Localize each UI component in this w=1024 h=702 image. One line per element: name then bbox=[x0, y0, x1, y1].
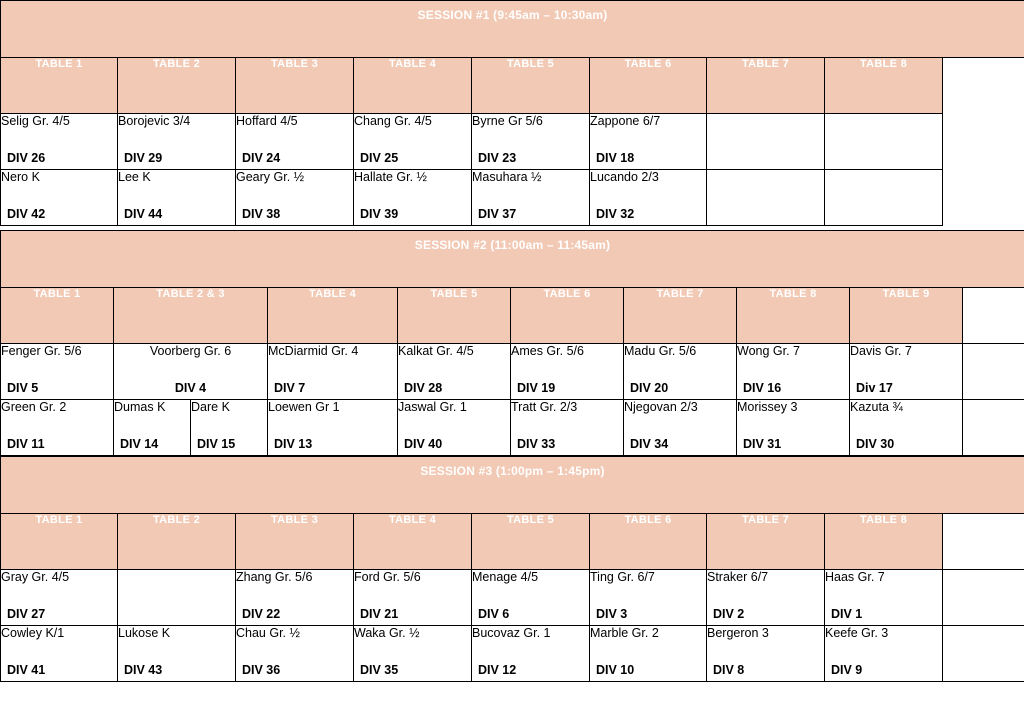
schedule-cell bbox=[624, 400, 737, 456]
table-row bbox=[1, 114, 1024, 170]
class-name: McDiarmid Gr. 4 bbox=[268, 344, 359, 358]
table-header-8: TABLE 8 bbox=[825, 514, 943, 570]
schedule-cell bbox=[354, 114, 472, 170]
schedule-cell-empty bbox=[118, 570, 236, 626]
table-header-1: TABLE 1 bbox=[1, 288, 114, 344]
class-name: Cowley K/1 bbox=[1, 626, 65, 640]
division-label: DIV 12 bbox=[478, 663, 517, 677]
schedule-cell bbox=[737, 344, 850, 400]
schedule-cell bbox=[511, 344, 624, 400]
schedule-cell bbox=[1, 626, 118, 682]
session-2-banner: SESSION #2 (11:00am – 11:45am) bbox=[1, 231, 1024, 259]
class-name: Madu Gr. 5/6 bbox=[624, 344, 697, 358]
class-name: Hoffard 4/5 bbox=[236, 114, 298, 128]
schedule-cell-empty bbox=[963, 344, 1024, 400]
class-name: Waka Gr. ½ bbox=[354, 626, 420, 640]
schedule-cell bbox=[1, 570, 118, 626]
schedule-cell bbox=[354, 626, 472, 682]
schedule-cell bbox=[354, 570, 472, 626]
session-2-header-row bbox=[1, 288, 1024, 344]
schedule-cell bbox=[850, 344, 963, 400]
class-name: Ames Gr. 5/6 bbox=[511, 344, 584, 358]
schedule-cell bbox=[825, 570, 943, 626]
division-label: DIV 9 bbox=[831, 663, 863, 677]
table-row bbox=[1, 170, 1024, 226]
schedule-cell bbox=[268, 400, 398, 456]
schedule-cell bbox=[825, 626, 943, 682]
table-header-7: TABLE 7 bbox=[707, 514, 825, 570]
class-name: Wong Gr. 7 bbox=[737, 344, 800, 358]
class-name: Kazuta ¾ bbox=[850, 400, 903, 414]
schedule-cell bbox=[1, 114, 118, 170]
schedule-cell bbox=[624, 344, 737, 400]
division-label: DIV 6 bbox=[478, 607, 510, 621]
session-1-banner-row bbox=[1, 1, 1024, 58]
table-header-8: TABLE 8 bbox=[737, 288, 850, 344]
division-label: DIV 25 bbox=[360, 151, 399, 165]
session-1-table bbox=[0, 0, 1024, 226]
table-header-2: TABLE 2 bbox=[118, 58, 236, 114]
division-label: DIV 21 bbox=[360, 607, 399, 621]
table-header-9: TABLE 9 bbox=[850, 288, 963, 344]
table-header-1: TABLE 1 bbox=[1, 58, 118, 114]
class-name: Davis Gr. 7 bbox=[850, 344, 912, 358]
schedule-cell bbox=[472, 570, 590, 626]
division-label: DIV 2 bbox=[713, 607, 745, 621]
division-label: DIV 16 bbox=[743, 381, 782, 395]
session-banner-cell bbox=[1, 457, 1024, 514]
header-spacer bbox=[963, 288, 1024, 344]
session-1-header-row bbox=[1, 58, 1024, 114]
table-header-4: TABLE 4 bbox=[268, 288, 398, 344]
session-3-banner-row bbox=[1, 457, 1024, 514]
class-name: Morissey 3 bbox=[737, 400, 798, 414]
session-2-banner-row bbox=[1, 231, 1024, 288]
class-name: Green Gr. 2 bbox=[1, 400, 67, 414]
class-name: Kalkat Gr. 4/5 bbox=[398, 344, 474, 358]
session-3-banner: SESSION #3 (1:00pm – 1:45pm) bbox=[1, 457, 1024, 485]
class-name: Lucando 2/3 bbox=[590, 170, 659, 184]
division-label: DIV 22 bbox=[242, 607, 281, 621]
division-label: DIV 13 bbox=[274, 437, 313, 451]
division-label: DIV 44 bbox=[124, 207, 163, 221]
division-label: DIV 8 bbox=[713, 663, 745, 677]
class-name: Chau Gr. ½ bbox=[236, 626, 300, 640]
division-label: DIV 10 bbox=[596, 663, 635, 677]
schedule-cell bbox=[236, 570, 354, 626]
schedule-cell bbox=[590, 570, 707, 626]
table-header-7: TABLE 7 bbox=[624, 288, 737, 344]
schedule-cell bbox=[590, 114, 707, 170]
class-name: Ford Gr. 5/6 bbox=[354, 570, 421, 584]
table-header-4: TABLE 4 bbox=[354, 514, 472, 570]
schedule-cell bbox=[114, 344, 268, 400]
row-spacer bbox=[943, 114, 1024, 170]
division-label: DIV 14 bbox=[120, 437, 159, 451]
table-header-3: TABLE 3 bbox=[236, 58, 354, 114]
header-spacer bbox=[943, 514, 1024, 570]
class-name: Bucovaz Gr. 1 bbox=[472, 626, 551, 640]
division-label: DIV 37 bbox=[478, 207, 517, 221]
division-label: DIV 30 bbox=[856, 437, 895, 451]
division-label: DIV 24 bbox=[242, 151, 281, 165]
division-label: Div 17 bbox=[856, 381, 893, 395]
class-name: Masuhara ½ bbox=[472, 170, 542, 184]
schedule-cell bbox=[398, 400, 511, 456]
class-name: Byrne Gr 5/6 bbox=[472, 114, 543, 128]
schedule-cell-empty bbox=[825, 114, 943, 170]
table-row bbox=[1, 344, 1024, 400]
schedule-cell bbox=[1, 170, 118, 226]
division-label: DIV 40 bbox=[404, 437, 443, 451]
session-2-banner-pad bbox=[1, 259, 1024, 287]
class-name: Lee K bbox=[118, 170, 151, 184]
table-header-8: TABLE 8 bbox=[825, 58, 943, 114]
session-3-banner-pad bbox=[1, 485, 1024, 513]
table-header-5: TABLE 5 bbox=[398, 288, 511, 344]
division-label: DIV 28 bbox=[404, 381, 443, 395]
division-label: DIV 15 bbox=[197, 437, 236, 451]
division-label: DIV 3 bbox=[596, 607, 628, 621]
schedule-cell-empty bbox=[707, 114, 825, 170]
table-header-7: TABLE 7 bbox=[707, 58, 825, 114]
session-2-table bbox=[0, 230, 1024, 456]
schedule-cell bbox=[236, 170, 354, 226]
class-name: Zappone 6/7 bbox=[590, 114, 661, 128]
schedule-cell bbox=[472, 626, 590, 682]
header-spacer bbox=[943, 58, 1024, 114]
class-name: Hallate Gr. ½ bbox=[354, 170, 427, 184]
division-label: DIV 1 bbox=[831, 607, 863, 621]
table-header-5: TABLE 5 bbox=[472, 514, 590, 570]
class-name: Ting Gr. 6/7 bbox=[590, 570, 655, 584]
schedule-cell bbox=[590, 626, 707, 682]
schedule-cell bbox=[191, 400, 268, 456]
class-name: Zhang Gr. 5/6 bbox=[236, 570, 313, 584]
division-label: DIV 39 bbox=[360, 207, 399, 221]
division-label: DIV 36 bbox=[242, 663, 281, 677]
schedule-cell bbox=[114, 400, 191, 456]
class-name: Keefe Gr. 3 bbox=[825, 626, 889, 640]
schedule-cell bbox=[398, 344, 511, 400]
division-label: DIV 33 bbox=[517, 437, 556, 451]
table-header-2: TABLE 2 bbox=[118, 514, 236, 570]
division-label: DIV 32 bbox=[596, 207, 635, 221]
schedule-cell bbox=[511, 400, 624, 456]
table-row bbox=[1, 626, 1024, 682]
schedule-cell bbox=[268, 344, 398, 400]
schedule-cell bbox=[590, 170, 707, 226]
table-header-6: TABLE 6 bbox=[590, 58, 707, 114]
division-label: DIV 41 bbox=[7, 663, 46, 677]
schedule-cell bbox=[707, 570, 825, 626]
schedule-cell bbox=[707, 626, 825, 682]
schedule-cell-empty bbox=[963, 400, 1024, 456]
division-label: DIV 31 bbox=[743, 437, 782, 451]
division-label: DIV 18 bbox=[596, 151, 635, 165]
division-label: DIV 19 bbox=[517, 381, 556, 395]
class-name: Bergeron 3 bbox=[707, 626, 769, 640]
class-name: Selig Gr. 4/5 bbox=[1, 114, 70, 128]
division-label: DIV 42 bbox=[7, 207, 46, 221]
schedule-cell bbox=[236, 114, 354, 170]
table-row bbox=[1, 570, 1024, 626]
schedule-cell bbox=[354, 170, 472, 226]
table-header-6: TABLE 6 bbox=[590, 514, 707, 570]
table-header-3: TABLE 3 bbox=[236, 514, 354, 570]
table-header-2-3: TABLE 2 & 3 bbox=[114, 288, 268, 344]
class-name: Voorberg Gr. 6 bbox=[149, 344, 232, 358]
division-label: DIV 11 bbox=[7, 437, 45, 451]
table-header-6: TABLE 6 bbox=[511, 288, 624, 344]
table-header-4: TABLE 4 bbox=[354, 58, 472, 114]
schedule-cell bbox=[118, 626, 236, 682]
class-name: Chang Gr. 4/5 bbox=[354, 114, 432, 128]
class-name: Fenger Gr. 5/6 bbox=[1, 344, 82, 358]
division-label: DIV 23 bbox=[478, 151, 517, 165]
row-spacer bbox=[943, 170, 1024, 226]
session-banner-cell bbox=[1, 1, 1024, 58]
division-label: DIV 27 bbox=[7, 607, 46, 621]
division-label: DIV 7 bbox=[274, 381, 306, 395]
schedule-cell bbox=[1, 400, 114, 456]
class-name: Geary Gr. ½ bbox=[236, 170, 305, 184]
class-name: Tratt Gr. 2/3 bbox=[511, 400, 578, 414]
class-name: Njegovan 2/3 bbox=[624, 400, 698, 414]
table-header-1: TABLE 1 bbox=[1, 514, 118, 570]
session-3-header-row bbox=[1, 514, 1024, 570]
session-banner-cell bbox=[1, 231, 1024, 288]
class-name: Haas Gr. 7 bbox=[825, 570, 885, 584]
division-label: DIV 5 bbox=[7, 381, 39, 395]
division-label: DIV 20 bbox=[630, 381, 669, 395]
table-header-5: TABLE 5 bbox=[472, 58, 590, 114]
schedule-cell bbox=[472, 114, 590, 170]
class-name: Nero K bbox=[1, 170, 40, 184]
class-name: Straker 6/7 bbox=[707, 570, 769, 584]
division-label: DIV 4 bbox=[174, 381, 207, 395]
schedule-cell bbox=[472, 170, 590, 226]
class-name: Dumas K bbox=[114, 400, 166, 414]
schedule-cell bbox=[118, 170, 236, 226]
session-1-banner: SESSION #1 (9:45am – 10:30am) bbox=[1, 1, 1024, 29]
schedule-cell-empty bbox=[943, 626, 1024, 682]
schedule-cell-empty bbox=[707, 170, 825, 226]
class-name: Jaswal Gr. 1 bbox=[398, 400, 467, 414]
class-name: Lukose K bbox=[118, 626, 171, 640]
division-label: DIV 26 bbox=[7, 151, 46, 165]
division-label: DIV 35 bbox=[360, 663, 399, 677]
division-label: DIV 34 bbox=[630, 437, 669, 451]
class-name: Borojevic 3/4 bbox=[118, 114, 191, 128]
schedule-cell bbox=[737, 400, 850, 456]
table-row bbox=[1, 400, 1024, 456]
division-label: DIV 43 bbox=[124, 663, 163, 677]
class-name: Gray Gr. 4/5 bbox=[1, 570, 70, 584]
session-3-table bbox=[0, 456, 1024, 682]
schedule-cell-empty bbox=[825, 170, 943, 226]
class-name: Dare K bbox=[191, 400, 230, 414]
schedule-cell bbox=[850, 400, 963, 456]
division-label: DIV 38 bbox=[242, 207, 281, 221]
class-name: Marble Gr. 2 bbox=[590, 626, 659, 640]
schedule-cell-empty bbox=[943, 570, 1024, 626]
class-name: Menage 4/5 bbox=[472, 570, 539, 584]
schedule-cell bbox=[1, 344, 114, 400]
schedule-cell bbox=[236, 626, 354, 682]
session-1-banner-pad bbox=[1, 29, 1024, 57]
class-name: Loewen Gr 1 bbox=[268, 400, 340, 414]
schedule-cell bbox=[118, 114, 236, 170]
division-label: DIV 29 bbox=[124, 151, 163, 165]
